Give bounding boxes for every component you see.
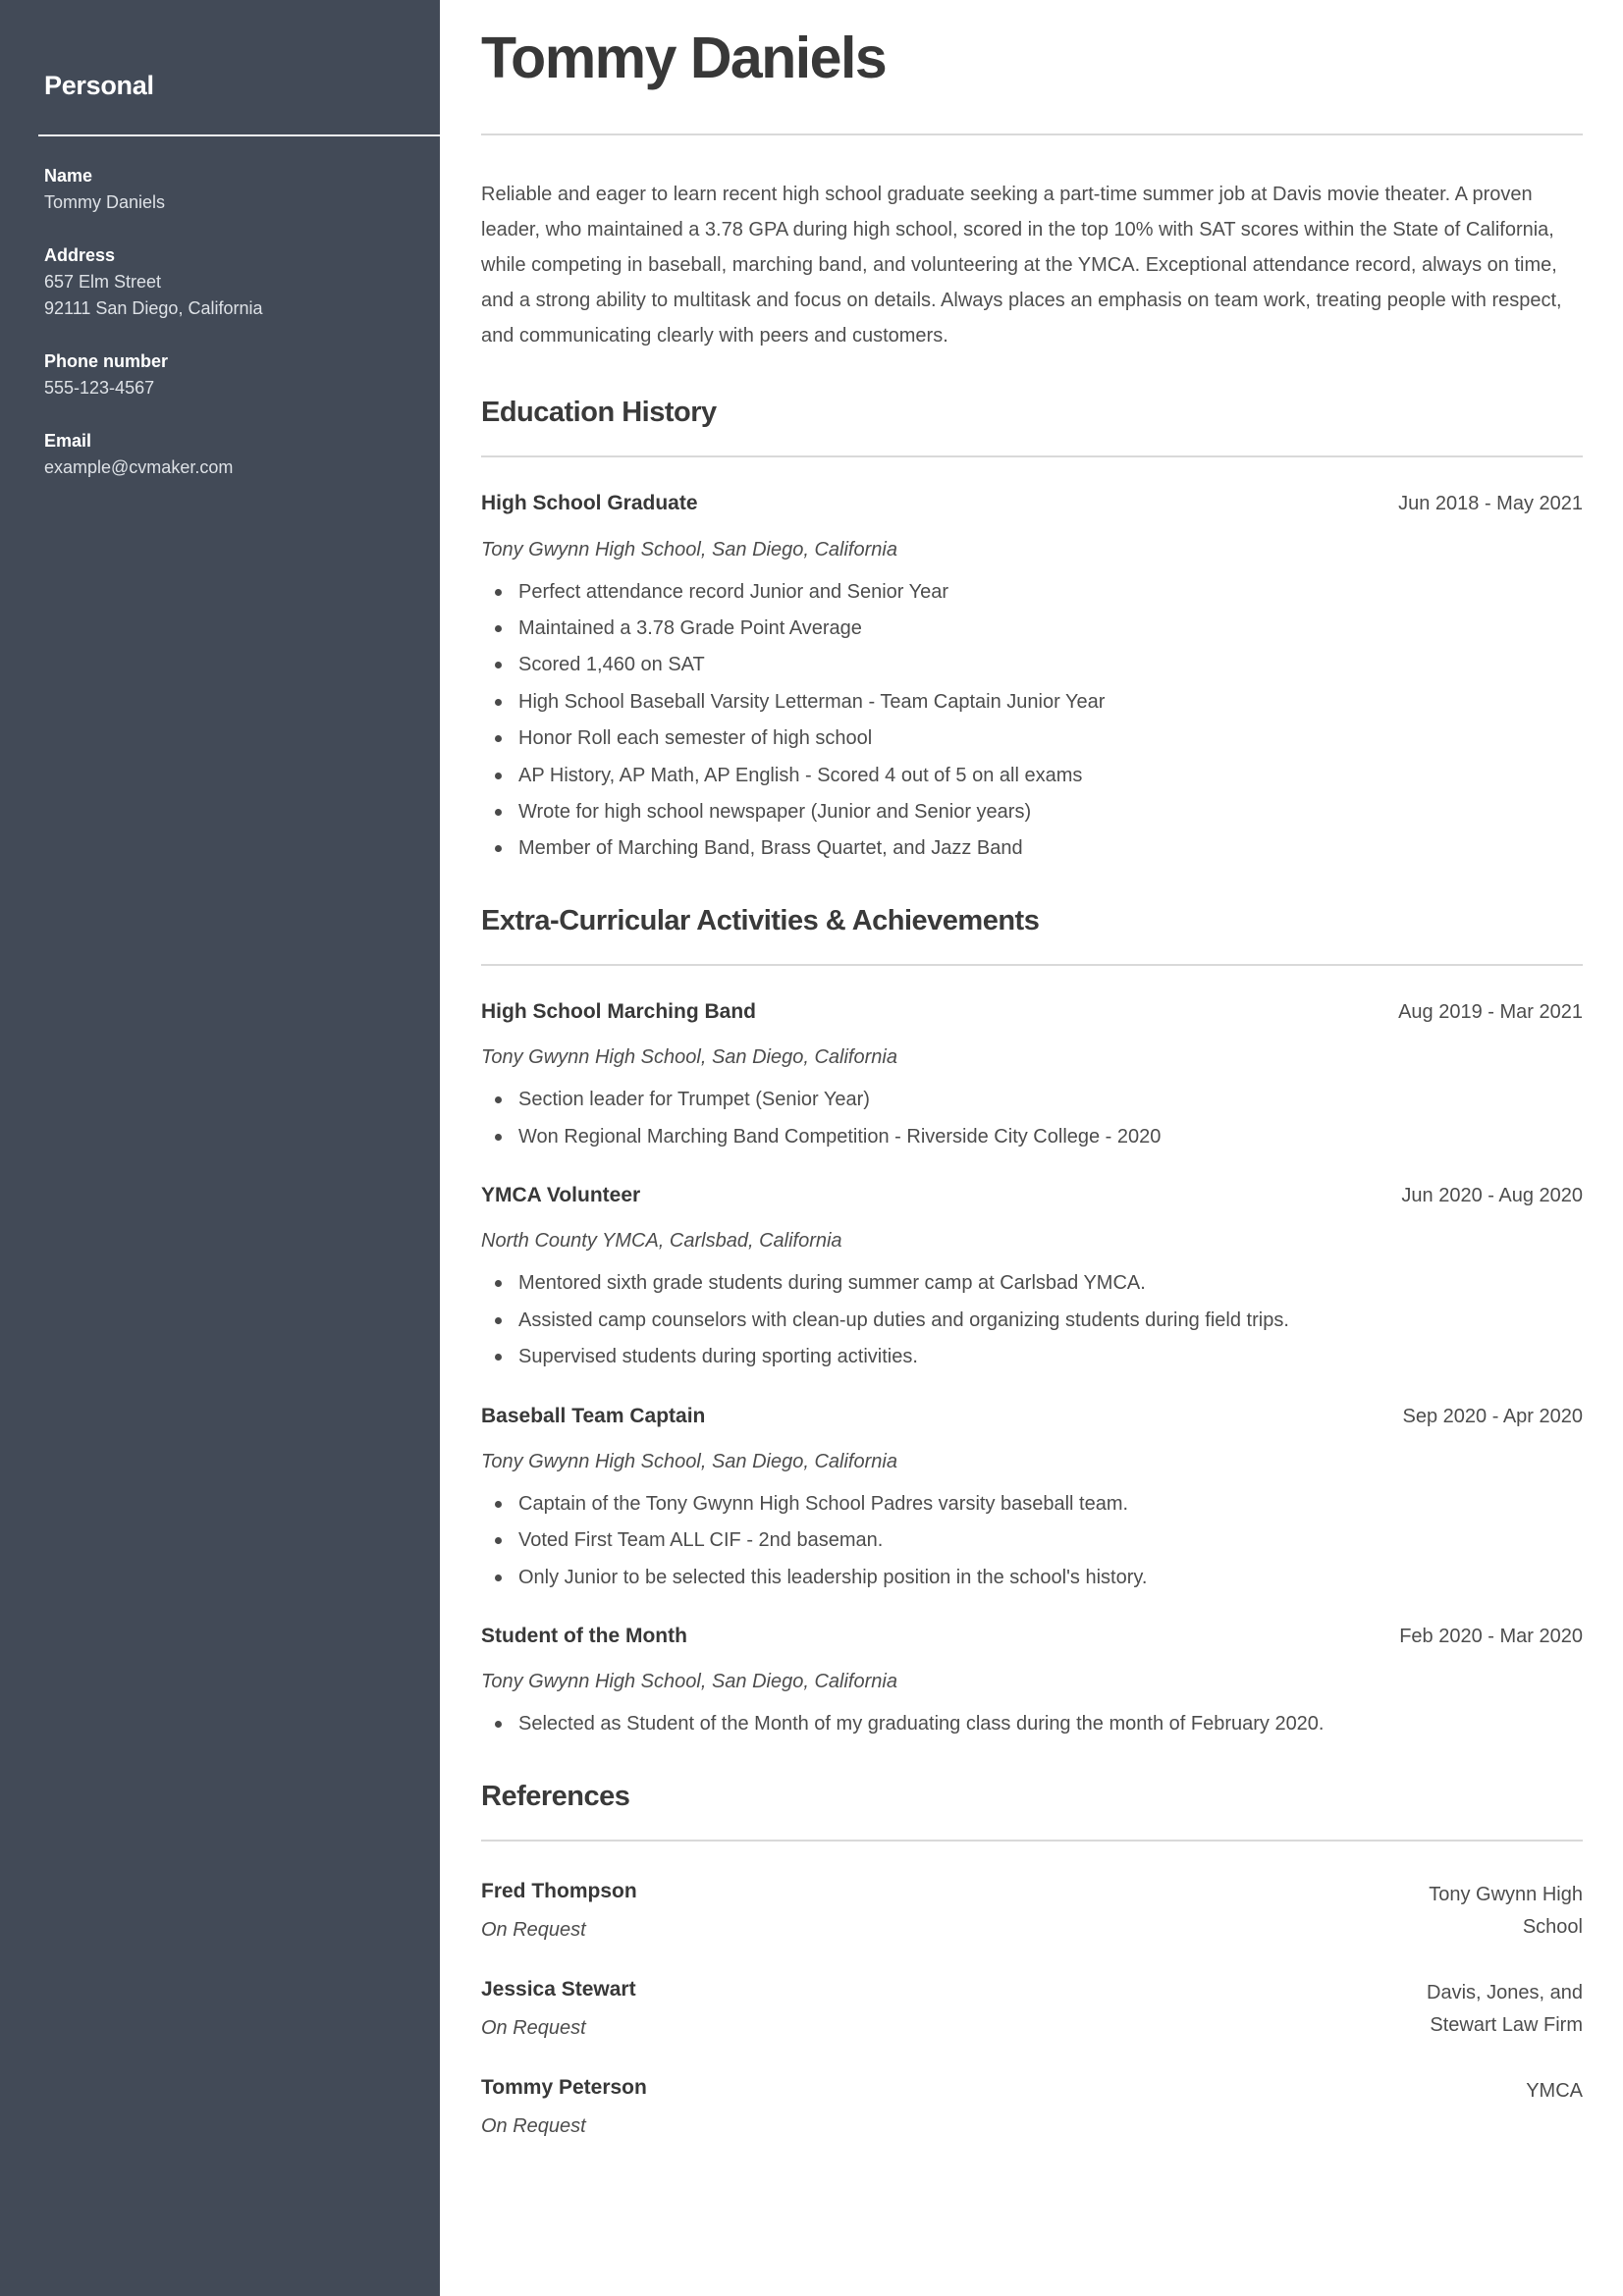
entry-bullets bbox=[481, 1087, 1583, 1149]
sidebar-field-phone bbox=[44, 348, 401, 401]
entry-title: Student of the Month bbox=[481, 1625, 687, 1648]
reference-name: Tommy Peterson bbox=[481, 2076, 647, 2099]
reference-availability: On Request bbox=[481, 2115, 586, 2138]
field-value: Tommy Daniels bbox=[44, 192, 166, 212]
reference-organization: YMCA bbox=[1526, 2080, 1583, 2102]
entry-subtitle: Tony Gwynn High School, San Diego, California bbox=[481, 538, 897, 561]
bullet-item: Assisted camp counselors with clean-up duties and organizing students during field trips. bbox=[481, 1308, 1583, 1333]
bullet-item: Captain of the Tony Gwynn High School Padres varsity baseball team. bbox=[481, 1491, 1583, 1517]
resume-main bbox=[440, 0, 1623, 2138]
bullet-item: Maintained a 3.78 Grade Point Average bbox=[481, 615, 1583, 641]
entry-title: High School Graduate bbox=[481, 492, 698, 515]
entry-subtitle: Tony Gwynn High School, San Diego, California bbox=[481, 1671, 897, 1693]
field-label: Email bbox=[44, 431, 92, 451]
bullet-item: Only Junior to be selected this leadership position in the school's history. bbox=[481, 1565, 1583, 1590]
section-divider bbox=[481, 455, 1583, 457]
entry-date: Jun 2018 - May 2021 bbox=[1398, 493, 1583, 515]
title-divider bbox=[481, 133, 1583, 135]
section-divider bbox=[481, 1840, 1583, 1842]
bullet-item: Perfect attendance record Junior and Senior Year bbox=[481, 579, 1583, 605]
resume-entry bbox=[481, 491, 1583, 861]
field-value: example@cvmaker.com bbox=[44, 457, 234, 477]
field-label: Address bbox=[44, 245, 116, 265]
sidebar-field-address bbox=[44, 242, 401, 322]
entry-date: Feb 2020 - Mar 2020 bbox=[1399, 1626, 1583, 1648]
resume-entry bbox=[481, 999, 1583, 1149]
sidebar bbox=[0, 0, 440, 2296]
entry-date: Aug 2019 - Mar 2021 bbox=[1398, 1001, 1583, 1024]
field-value: 555-123-4567 bbox=[44, 378, 155, 398]
bullet-item: Honor Roll each semester of high school bbox=[481, 725, 1583, 751]
field-value: 657 Elm Street bbox=[44, 272, 162, 292]
page-title: Tommy Daniels bbox=[481, 26, 887, 90]
entry-bullets bbox=[481, 1270, 1583, 1369]
bullet-item: Won Regional Marching Band Competition - Riverside City College - 2020 bbox=[481, 1124, 1583, 1149]
field-label: Phone number bbox=[44, 351, 169, 371]
bullet-item: AP History, AP Math, AP English - Scored 4 out of 5 on all exams bbox=[481, 763, 1583, 788]
resume-entry bbox=[481, 1624, 1583, 1737]
bullet-item: Voted First Team ALL CIF - 2nd baseman. bbox=[481, 1527, 1583, 1553]
resume-entry bbox=[481, 1404, 1583, 1590]
entry-title: High School Marching Band bbox=[481, 1000, 757, 1024]
sidebar-field-email bbox=[44, 428, 401, 481]
section-divider bbox=[481, 964, 1583, 966]
reference-name: Jessica Stewart bbox=[481, 1978, 636, 2001]
entry-date: Jun 2020 - Aug 2020 bbox=[1401, 1185, 1583, 1207]
section-title-education: Education History bbox=[481, 397, 717, 429]
reference-row bbox=[481, 1879, 1583, 1944]
entry-subtitle: Tony Gwynn High School, San Diego, California bbox=[481, 1046, 897, 1069]
bullet-item: Scored 1,460 on SAT bbox=[481, 652, 1583, 677]
sidebar-divider bbox=[38, 134, 440, 136]
entry-header bbox=[481, 1624, 1583, 1649]
bullet-item: High School Baseball Varsity Letterman - Team Captain Junior Year bbox=[481, 689, 1583, 715]
entry-title: YMCA Volunteer bbox=[481, 1184, 641, 1207]
entry-bullets bbox=[481, 579, 1583, 862]
field-value: 92111 San Diego, California bbox=[44, 298, 263, 318]
summary-paragraph: Reliable and eager to learn recent high school graduate seeking a part-time summer job at Davis movie theater. A proven leader, who maintained a 3.78 GPA during high school, scored in the top 10% with SAT scores within the State of California, while competing in baseball, marching band, and volunteering at the YMCA. Exceptional attendance record, always on time, and a strong ability to multitask and focus on details. Always places an emphasis on team work, treating people with respect, and communicating clearly with peers and customers. bbox=[481, 184, 1562, 347]
section-title-references: References bbox=[481, 1780, 630, 1812]
reference-organization: Tony Gwynn High School bbox=[1429, 1884, 1583, 1938]
bullet-item: Mentored sixth grade students during summer camp at Carlsbad YMCA. bbox=[481, 1270, 1583, 1296]
bullet-item: Selected as Student of the Month of my graduating class during the month of February 2020. bbox=[481, 1711, 1583, 1736]
entry-bullets bbox=[481, 1711, 1583, 1736]
section-title-extracurricular: Extra-Curricular Activities & Achievements bbox=[481, 904, 1040, 936]
bullet-item: Supervised students during sporting activities. bbox=[481, 1344, 1583, 1369]
reference-name: Fred Thompson bbox=[481, 1880, 637, 1902]
entry-subtitle: North County YMCA, Carlsbad, California bbox=[481, 1230, 842, 1253]
resume-entry bbox=[481, 1183, 1583, 1369]
bullet-item: Member of Marching Band, Brass Quartet, and Jazz Band bbox=[481, 835, 1583, 861]
entry-header bbox=[481, 1404, 1583, 1429]
reference-availability: On Request bbox=[481, 2017, 586, 2040]
bullet-item: Section leader for Trumpet (Senior Year) bbox=[481, 1087, 1583, 1112]
sidebar-heading: Personal bbox=[44, 71, 154, 100]
field-label: Name bbox=[44, 166, 93, 186]
reference-left bbox=[481, 1879, 637, 1942]
entry-header bbox=[481, 491, 1583, 516]
reference-row bbox=[481, 2075, 1583, 2138]
entry-date: Sep 2020 - Apr 2020 bbox=[1402, 1405, 1583, 1427]
entry-header bbox=[481, 1183, 1583, 1208]
entry-bullets bbox=[481, 1491, 1583, 1590]
reference-row bbox=[481, 1977, 1583, 2042]
entry-subtitle: Tony Gwynn High School, San Diego, California bbox=[481, 1450, 897, 1472]
entry-title: Baseball Team Captain bbox=[481, 1404, 706, 1427]
reference-left bbox=[481, 2075, 647, 2138]
sidebar-field-name bbox=[44, 163, 401, 216]
reference-availability: On Request bbox=[481, 1919, 586, 1942]
bullet-item: Wrote for high school newspaper (Junior and Senior years) bbox=[481, 799, 1583, 825]
entry-header bbox=[481, 999, 1583, 1025]
reference-left bbox=[481, 1977, 636, 2040]
reference-organization: Davis, Jones, and Stewart Law Firm bbox=[1427, 1982, 1583, 2036]
